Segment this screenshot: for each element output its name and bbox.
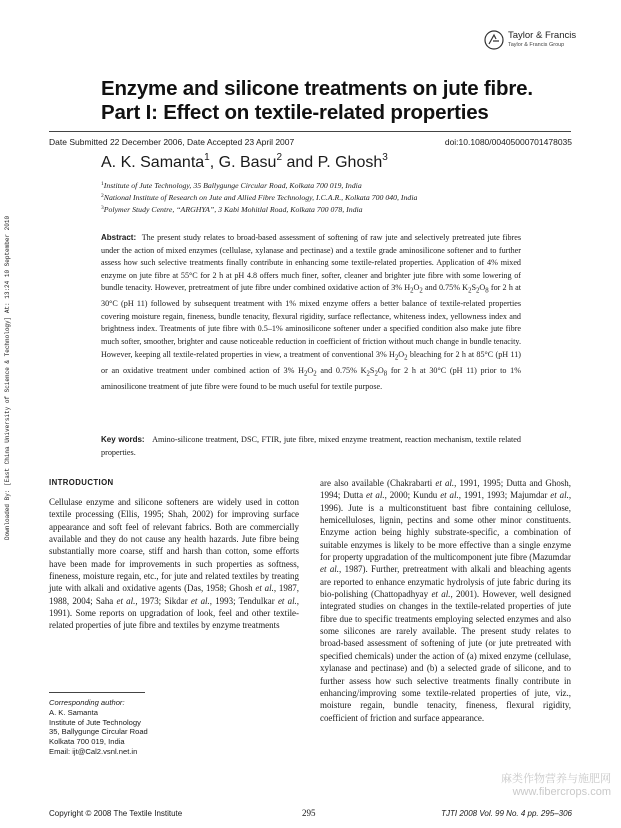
abstract-text: S: [369, 365, 375, 375]
footer-journal-citation: TJTI 2008 Vol. 99 No. 4 pp. 295–306: [441, 809, 572, 818]
corresponding-author-email[interactable]: Email: ijt@Cal2.vsnl.net.in: [49, 746, 138, 756]
corresponding-author-line: A. K. Samanta: [49, 707, 98, 717]
body-text-run: et al.: [435, 478, 455, 488]
publisher-name: Taylor & Francis: [508, 30, 577, 41]
author-sup: 1: [204, 152, 210, 163]
body-text-run: , 1987). Further, pretreatment with alkali and bleaching agents are reported to enhance enzymatic hydrolysis of jute fabric during its bio-polishing (Chattopadhyay: [320, 564, 572, 600]
download-stamp: Downloaded By: [East China University of Science & Technology] At: 13:24 10 September 2010: [4, 215, 11, 540]
doi-link[interactable]: doi:10.1080/00405000701478035: [444, 137, 572, 147]
abstract-text: O: [307, 365, 314, 375]
body-text-run: et al.: [320, 564, 340, 575]
subscript: 2: [404, 354, 408, 362]
article-title-line-1: Enzyme and silicone treatments on jute fibre.: [101, 77, 533, 100]
keywords-label: Key words:: [101, 435, 145, 444]
abstract-label: Abstract:: [101, 233, 137, 242]
body-text-run: are also available (Chakrabarti: [320, 478, 436, 488]
keywords-text: Amino-silicone treatment, DSC, FTIR, jute fibre, mixed enzyme treatment, reaction mechanism, textile related properties.: [101, 435, 521, 457]
body-text-run: , 1993; Tendulkar: [209, 595, 278, 606]
subscript: 2: [374, 370, 378, 378]
publisher-group: Taylor & Francis Group: [508, 42, 565, 48]
affiliation-text: National Institute of Research on Jute and Allied Fibre Technology, I.C.A.R., Kolkata 700 040, India: [103, 193, 418, 202]
abstract-text: for 2 h at 30°C (pH 11) prior to 1% aminosilicone treatment of jute fibre were found to be much useful for textile purpose.: [101, 365, 521, 391]
footer-copyright: Copyright © 2008 The Textile Institute: [49, 809, 183, 818]
page-number: 295: [302, 808, 316, 818]
abstract-text: for 2 h at 30°C (pH 11) followed by subsequent treatment with 1% mixed enzyme offers a better balance of textile-related properties covering moisture regain, fineness, bundle tenacity, flexural rigidity, surface reflectance, whiteness index, yellowness index and brightness index. Treatments of jute fibre with 0.5–1% aminosilicone softener under a specified condition also make jute fibre much softer, smoother, brighter and cause noticeable reduction in coefficient of friction without much change in bundle tenacity. However, keeping all textile-related properties in view, a treatment of conventional 3% H: [101, 283, 521, 359]
abstract-text: and 0.75% K: [422, 283, 469, 293]
body-text-run: , 2000; Kundu: [384, 490, 441, 501]
affiliation: [101, 181, 362, 190]
abstract-text: S: [471, 283, 476, 293]
abstract-text: O: [479, 283, 486, 293]
affiliation-sup: 1: [101, 181, 104, 187]
submission-dates: Date Submitted 22 December 2006, Date Accepted 23 April 2007: [49, 137, 295, 147]
body-text-run: , 1991, 1995; Dutta and Ghosh, 1994; Dutta: [320, 478, 571, 501]
abstract: [101, 232, 521, 393]
body-text-run: et al.: [366, 490, 385, 501]
subscript: 8: [383, 370, 388, 378]
body-text-run: , 1991, 1993; Majumdar: [458, 490, 551, 501]
watermark-url: www.fibercrops.com: [512, 786, 611, 798]
affiliation-sup: 3: [101, 205, 104, 211]
body-text-run: et al.: [440, 490, 459, 501]
author-sep: ,: [209, 154, 219, 171]
body-text-run: , 1996). Jute is a multiconstituent bast fibre containing cellulose, hemicelluloses, lignin, pectins and some other minor constituents. Enzyme action being highly substrate-specific, a combination of suitable enzymes is likely to be more effective than a single enzyme for property upgradation of the multicomponent jute fibre (Mazumdar: [320, 490, 572, 563]
abstract-text: O: [377, 365, 384, 375]
abstract-text: bleaching for 2 h at 85°C (pH 11) or an oxidative treatment under combined action of 3% H: [101, 349, 521, 375]
body-text-run: Cellulase enzyme and silicone softeners are widely used in cotton textile processing (Ellis, 1995; Shah, 2002) for improving surface appearance and soft feel of relevant fabrics. Both are commercially available and they do not cause any health hazards. Jute fibre being substantially more coarse, stiff and harsh than cotton, some efforts have been made for improvements in such properties as softness, fineness, moisture regain, etc., for jute and related textiles by treating jute with alkali and oxidative agents (Das, 1958; Ghosh: [49, 497, 299, 594]
body-text-run: et al.: [277, 595, 297, 606]
body-column-right: [320, 477, 571, 724]
taylor-francis-logo-icon: [484, 30, 504, 50]
watermark-site-name: 麻类作物营养与施肥网: [501, 773, 611, 785]
body-column-left: [49, 496, 299, 632]
corresponding-author-line: Kolkata 700 019, India: [49, 737, 125, 747]
author-name: A. K. Samanta: [101, 154, 205, 171]
body-text-run: , 1973; Sikdar: [135, 595, 191, 606]
subscript: 2: [468, 287, 472, 295]
subscript: 2: [366, 370, 370, 378]
corresponding-author-line: Institute of Jute Technology: [49, 717, 141, 727]
footnote-divider: [49, 692, 145, 693]
author-name: G. Basu: [218, 154, 277, 171]
author-name: P. Ghosh: [317, 154, 383, 171]
affiliation-text: Institute of Jute Technology, 35 Ballygunge Circular Road, Kolkata 700 019, India: [103, 181, 362, 190]
subscript: 2: [419, 287, 423, 295]
body-text-run: et al.: [116, 595, 136, 606]
affiliation-sup: 2: [101, 193, 104, 199]
publisher-logo: [484, 28, 594, 54]
article-title-line-2: Part I: Effect on textile-related properties: [101, 101, 489, 124]
subscript: 2: [313, 370, 317, 378]
affiliation: [101, 205, 363, 214]
body-text-run: et al.: [431, 589, 451, 600]
author-sup: 3: [382, 152, 388, 163]
body-text-run: , 1987, 1988, 2004; Saha: [49, 583, 300, 606]
affiliation: [101, 193, 417, 202]
corresponding-author-block: [49, 698, 148, 757]
body-text-run: , 1991). Some reports on upgradation of look, feel and other textile-related properties of jute fibre and textiles by enzyme treatments: [49, 595, 300, 631]
abstract-text: and 0.75% K: [316, 365, 367, 375]
body-text-run: et al.: [255, 583, 274, 594]
subscript: 2: [304, 370, 308, 378]
body-text-run: , 2001). However, well designed integrated studies on changes in the textile-related properties of jute fibre due to specific treatments employing selected enzymes and also some silicones are rarely available. The present study relates to broad-based assessment of softening of jute (or jute pretreated with specified chemicals) under the action of (a) mixed enzyme (cellulase, xylanase and pectinase) and (b) a selected grade of silicone, and to further assess how such selective treatments finally contribute in enhancing/improving some textile-related properties of jute, viz., moisture regain, bundle tenacity, fineness, flexural rigidity, coefficient of friction and surface appearance.: [320, 589, 571, 723]
subscript: 8: [485, 287, 489, 295]
author-sup: 2: [276, 152, 282, 163]
section-heading-introduction: INTRODUCTION: [49, 478, 114, 487]
header-divider: [49, 131, 571, 132]
subscript: 2: [475, 287, 480, 295]
affiliation-text: Polymer Study Centre, “ARGHYA”, 3 Kabi Mohitlal Road, Kolkata 700 078, India: [103, 205, 363, 214]
author-sep: and: [282, 154, 318, 171]
subscript: 2: [394, 354, 399, 362]
abstract-text: O: [413, 283, 420, 293]
corresponding-author-label: Corresponding author:: [49, 698, 125, 707]
abstract-text: O: [398, 349, 405, 359]
watermark: [501, 770, 611, 798]
corresponding-author-line: 35, Ballygunge Circular Road: [49, 727, 148, 737]
body-text-run: et al.: [550, 490, 569, 501]
body-text-run: et al.: [190, 595, 210, 606]
abstract-text: The present study relates to broad-based assessment of softening of raw jute and selectively pretreated jute fibres under the action of mixed enzymes (cellulase, xylanase and pectinase) and a textile grade aminosilicone softener and to further assess how such selective treatments finally contribute in enhancing some textile-related properties. Application of 4% mixed enzyme on jute fibre at 55°C for 2 h at pH 4.8 offers much finer, softer, cleaner and brighter jute fibre with some lowering of bundle tenacity. However, pretreatment of jute fibre under combined oxidative action of 3% H: [101, 233, 521, 293]
author-list: [101, 154, 388, 172]
subscript: 2: [410, 287, 414, 295]
keywords: [101, 434, 521, 459]
